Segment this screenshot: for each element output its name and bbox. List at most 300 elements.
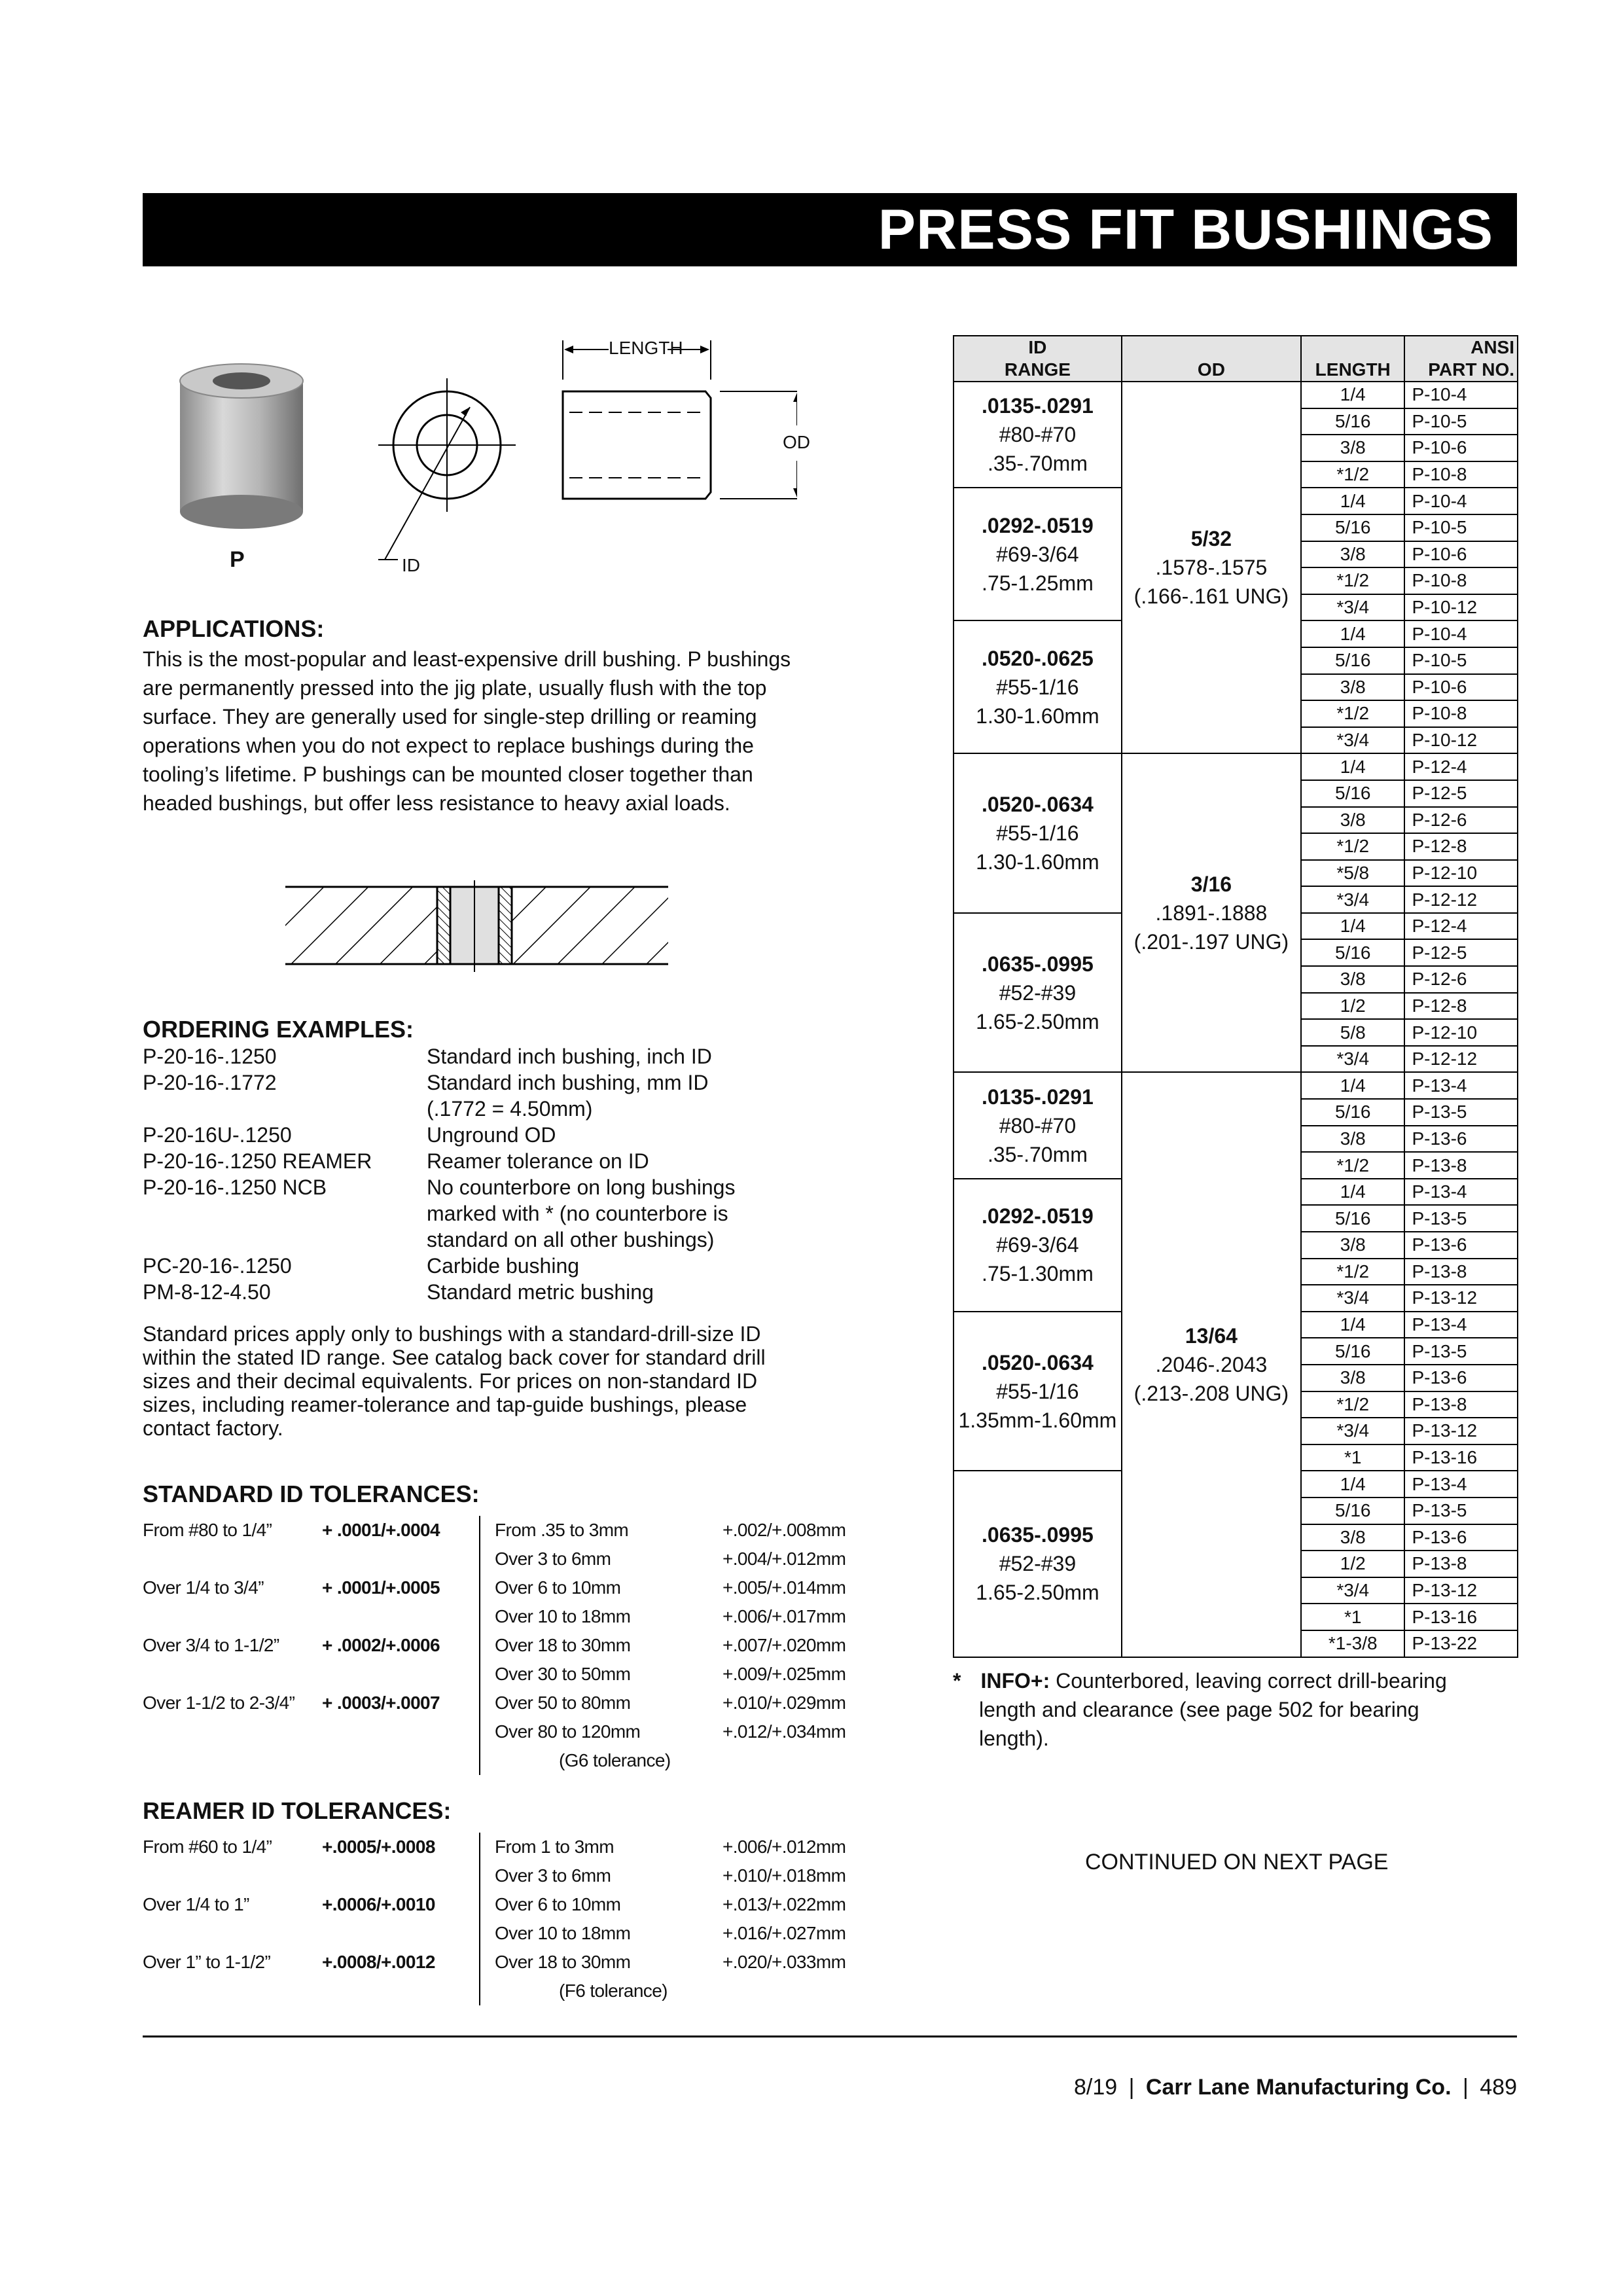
mm-range: Over 18 to 30mm bbox=[495, 1952, 631, 1972]
id-range-line: 1.30-1.60mm bbox=[976, 704, 1099, 728]
id-range-cell bbox=[954, 753, 1122, 913]
id-range-line: .35-.70mm bbox=[987, 1142, 1088, 1166]
tol-row bbox=[143, 1660, 866, 1689]
part-number-cell: P-10-5 bbox=[1404, 514, 1518, 541]
length-header: LENGTH bbox=[1301, 336, 1404, 382]
length-cell: *1/2 bbox=[1301, 567, 1404, 594]
order-row bbox=[143, 1122, 810, 1148]
tol-row bbox=[143, 1717, 866, 1746]
applications-heading: APPLICATIONS: bbox=[143, 615, 325, 642]
inch-range: From #60 to 1/4” bbox=[143, 1837, 272, 1857]
note-text: length and clearance (see page 502 for bearing bbox=[979, 1698, 1419, 1721]
inch-tol: + .0002/+.0006 bbox=[322, 1631, 480, 1660]
part-number-cell: P-12-4 bbox=[1404, 913, 1518, 940]
mm-range: Over 6 to 10mm bbox=[495, 1894, 621, 1914]
mm-tol: +.006/+.012mm bbox=[722, 1837, 846, 1857]
mm-tol: +.006/+.017mm bbox=[722, 1606, 846, 1626]
tolerance-class: (G6 tolerance) bbox=[559, 1750, 671, 1770]
tol-row bbox=[143, 1516, 866, 1545]
end-view-drawing bbox=[378, 378, 516, 560]
part-number-cell: P-10-6 bbox=[1404, 541, 1518, 568]
od-line: .1578-.1575 bbox=[1155, 556, 1268, 580]
inch-tol bbox=[322, 1602, 480, 1631]
mm-range: Over 10 to 18mm bbox=[495, 1923, 631, 1943]
page-title: PRESS FIT BUSHINGS bbox=[878, 198, 1493, 261]
id-range-cell bbox=[954, 488, 1122, 620]
tol-row bbox=[143, 1545, 866, 1573]
length-cell: 3/8 bbox=[1301, 1232, 1404, 1259]
length-cell: 3/8 bbox=[1301, 435, 1404, 461]
inch-tol bbox=[322, 1545, 480, 1573]
mm-range: From 1 to 3mm bbox=[495, 1837, 615, 1857]
part-number-cell: P-12-8 bbox=[1404, 833, 1518, 860]
length-cell: *1-3/8 bbox=[1301, 1630, 1404, 1657]
info-label: INFO+: bbox=[980, 1669, 1050, 1693]
part-number-cell: P-12-10 bbox=[1404, 860, 1518, 887]
length-cell: *3/4 bbox=[1301, 1418, 1404, 1444]
id-range-line: 1.30-1.60mm bbox=[976, 850, 1099, 874]
inch-tol: +.0006/+.0010 bbox=[322, 1890, 480, 1919]
inch-range bbox=[143, 1977, 322, 2005]
tol-row bbox=[143, 1948, 866, 1977]
part-number-cell: P-12-4 bbox=[1404, 753, 1518, 780]
std-tol-table bbox=[143, 1516, 866, 1775]
part-number-cell: P-13-5 bbox=[1404, 1099, 1518, 1126]
length-cell: 5/16 bbox=[1301, 408, 1404, 435]
tolerance-class: (F6 tolerance) bbox=[559, 1981, 668, 2001]
text-line: surface. They are generally used for single-step drilling or reaming bbox=[143, 705, 757, 728]
part-number-cell: P-10-8 bbox=[1404, 567, 1518, 594]
reamer-tol-heading: REAMER ID TOLERANCES: bbox=[143, 1797, 452, 1824]
id-range-line: .0520-.0625 bbox=[982, 646, 1094, 670]
inch-range bbox=[143, 1602, 322, 1631]
id-range-cell bbox=[954, 620, 1122, 753]
order-code: P-20-16U-.1250 bbox=[143, 1123, 292, 1147]
mm-tol: +.010/+.029mm bbox=[722, 1693, 846, 1713]
length-cell: *1/2 bbox=[1301, 1152, 1404, 1179]
tol-row bbox=[143, 1631, 866, 1660]
table-header-row bbox=[954, 336, 1518, 382]
part-no-header bbox=[1404, 336, 1518, 382]
od-line: (.213-.208 UNG) bbox=[1133, 1381, 1289, 1405]
part-number-cell: P-12-12 bbox=[1404, 886, 1518, 913]
order-code: PM-8-12-4.50 bbox=[143, 1280, 271, 1304]
note-text: length). bbox=[979, 1727, 1049, 1750]
od-line: .2046-.2043 bbox=[1155, 1352, 1268, 1376]
tol-row bbox=[143, 1977, 866, 2005]
od-cell bbox=[1122, 753, 1301, 1072]
mm-range: Over 6 to 10mm bbox=[495, 1577, 621, 1598]
order-row bbox=[143, 1148, 810, 1174]
od-label: OD bbox=[783, 432, 810, 452]
order-code bbox=[143, 1227, 427, 1253]
length-cell: *1 bbox=[1301, 1444, 1404, 1471]
length-cell: 1/2 bbox=[1301, 993, 1404, 1020]
id-range-line: #55-1/16 bbox=[996, 821, 1079, 846]
order-code bbox=[143, 1096, 427, 1122]
length-cell: *1 bbox=[1301, 1604, 1404, 1630]
mm-tol: +.002/+.008mm bbox=[722, 1520, 846, 1540]
part-number-cell: P-13-6 bbox=[1404, 1524, 1518, 1551]
part-number-cell: P-13-12 bbox=[1404, 1285, 1518, 1312]
length-cell: 3/8 bbox=[1301, 674, 1404, 701]
separator: | bbox=[1128, 2075, 1135, 2100]
inch-range: Over 3/4 to 1-1/2” bbox=[143, 1635, 279, 1655]
mm-tol: +.004/+.012mm bbox=[722, 1549, 846, 1569]
part-number-cell: P-10-4 bbox=[1404, 382, 1518, 408]
id-range-line: .0135-.0291 bbox=[982, 394, 1094, 418]
title-banner bbox=[143, 193, 1517, 266]
order-row bbox=[143, 1174, 810, 1200]
length-cell: 1/4 bbox=[1301, 1312, 1404, 1338]
od-line: 13/64 bbox=[1185, 1323, 1238, 1348]
order-row bbox=[143, 1279, 810, 1305]
side-view-drawing bbox=[563, 340, 797, 499]
table-row bbox=[954, 1072, 1518, 1099]
inch-range bbox=[143, 1861, 322, 1890]
length-cell: *3/4 bbox=[1301, 1577, 1404, 1604]
note-text: Counterbored, leaving correct drill-bearing bbox=[1050, 1669, 1447, 1693]
ordering-heading: ORDERING EXAMPLES: bbox=[143, 1016, 414, 1043]
id-range-line: .0292-.0519 bbox=[982, 513, 1094, 537]
part-number-cell: P-13-4 bbox=[1404, 1312, 1518, 1338]
length-cell: 1/4 bbox=[1301, 382, 1404, 408]
header-text: RANGE bbox=[1004, 359, 1071, 380]
id-range-line: #52-#39 bbox=[999, 1552, 1077, 1576]
length-cell: 5/16 bbox=[1301, 1099, 1404, 1126]
order-row bbox=[143, 1096, 810, 1122]
length-cell: *1/2 bbox=[1301, 700, 1404, 727]
tol-row bbox=[143, 1833, 866, 1861]
id-range-line: #69-3/64 bbox=[996, 542, 1079, 566]
mm-range: Over 50 to 80mm bbox=[495, 1693, 631, 1713]
order-desc: No counterbore on long bushings bbox=[427, 1175, 736, 1199]
part-number-cell: P-13-6 bbox=[1404, 1126, 1518, 1153]
part-number-cell: P-12-6 bbox=[1404, 807, 1518, 834]
inch-tol: +.0005/+.0008 bbox=[322, 1833, 480, 1861]
order-code: PC-20-16-.1250 bbox=[143, 1254, 292, 1278]
inch-tol: + .0001/+.0004 bbox=[322, 1516, 480, 1545]
separator: | bbox=[1462, 2075, 1469, 2100]
length-cell: 3/8 bbox=[1301, 541, 1404, 568]
mm-tol bbox=[722, 1746, 866, 1775]
part-number-cell: P-13-16 bbox=[1404, 1604, 1518, 1630]
length-cell: 5/16 bbox=[1301, 1338, 1404, 1365]
part-number-cell: P-12-5 bbox=[1404, 939, 1518, 966]
part-number-cell: P-13-5 bbox=[1404, 1338, 1518, 1365]
text-line: Standard prices apply only to bushings with a standard-drill-size ID bbox=[143, 1322, 761, 1346]
length-cell: 1/4 bbox=[1301, 1179, 1404, 1206]
length-cell: 1/4 bbox=[1301, 620, 1404, 647]
length-cell: 1/2 bbox=[1301, 1551, 1404, 1577]
part-number-cell: P-13-8 bbox=[1404, 1259, 1518, 1285]
length-cell: *1/2 bbox=[1301, 461, 1404, 488]
mm-range: Over 3 to 6mm bbox=[495, 1865, 611, 1886]
inch-range: Over 1” to 1-1/2” bbox=[143, 1952, 271, 1972]
id-range-line: .0635-.0995 bbox=[982, 1523, 1094, 1547]
text-line: are permanently pressed into the jig plate, usually flush with the top bbox=[143, 676, 767, 700]
part-number-cell: P-13-22 bbox=[1404, 1630, 1518, 1657]
length-cell: *5/8 bbox=[1301, 860, 1404, 887]
id-range-line: .35-.70mm bbox=[987, 452, 1088, 476]
length-cell: *3/4 bbox=[1301, 594, 1404, 621]
od-header: OD bbox=[1122, 336, 1301, 382]
order-desc: Standard inch bushing, mm ID bbox=[427, 1071, 709, 1094]
mm-range: Over 3 to 6mm bbox=[495, 1549, 611, 1569]
part-number-cell: P-13-4 bbox=[1404, 1072, 1518, 1099]
inch-tol: +.0008/+.0012 bbox=[322, 1948, 480, 1977]
id-range-line: .0520-.0634 bbox=[982, 1350, 1094, 1374]
length-cell: 5/16 bbox=[1301, 514, 1404, 541]
od-line: 3/16 bbox=[1190, 872, 1232, 896]
tol-row bbox=[143, 1861, 866, 1890]
inch-range bbox=[143, 1717, 322, 1746]
id-range-line: 1.65-2.50mm bbox=[976, 1009, 1099, 1033]
mm-tol: +.012/+.034mm bbox=[722, 1721, 846, 1742]
length-cell: *1/2 bbox=[1301, 1391, 1404, 1418]
od-line: (.201-.197 UNG) bbox=[1133, 929, 1289, 954]
length-cell: *1/2 bbox=[1301, 1259, 1404, 1285]
inch-range bbox=[143, 1919, 322, 1948]
od-line: (.166-.161 UNG) bbox=[1133, 584, 1289, 609]
inch-range: From #80 to 1/4” bbox=[143, 1520, 272, 1540]
inch-range: Over 1/4 to 1” bbox=[143, 1894, 249, 1914]
order-code: P-20-16-.1250 bbox=[143, 1045, 277, 1068]
od-cell bbox=[1122, 382, 1301, 753]
order-code: P-20-16-.1772 bbox=[143, 1071, 277, 1094]
footer-divider bbox=[143, 2036, 1517, 2037]
text-line: contact factory. bbox=[143, 1416, 283, 1440]
length-cell: 1/4 bbox=[1301, 753, 1404, 780]
order-desc: Standard inch bushing, inch ID bbox=[427, 1045, 712, 1068]
od-cell bbox=[1122, 1072, 1301, 1657]
part-number-cell: P-12-12 bbox=[1404, 1046, 1518, 1073]
id-range-cell bbox=[954, 913, 1122, 1073]
id-range-cell bbox=[954, 382, 1122, 488]
inch-range: Over 1/4 to 3/4” bbox=[143, 1577, 264, 1598]
part-number-cell: P-13-12 bbox=[1404, 1418, 1518, 1444]
mm-tol: +.007/+.020mm bbox=[722, 1635, 846, 1655]
id-range-line: #80-#70 bbox=[999, 423, 1077, 447]
reamer-tol-table bbox=[143, 1833, 866, 2005]
od-line: .1891-.1888 bbox=[1155, 901, 1268, 925]
length-label: LENGTH bbox=[609, 338, 683, 358]
text-line: operations when you do not expect to replace bushings during the bbox=[143, 734, 754, 757]
part-number-cell: P-10-5 bbox=[1404, 647, 1518, 674]
id-range-header bbox=[954, 336, 1122, 382]
length-cell: 3/8 bbox=[1301, 966, 1404, 993]
part-number-cell: P-10-5 bbox=[1404, 408, 1518, 435]
mm-tol: +.016/+.027mm bbox=[722, 1923, 846, 1943]
tol-row bbox=[143, 1919, 866, 1948]
part-number-cell: P-13-6 bbox=[1404, 1232, 1518, 1259]
length-cell: 5/16 bbox=[1301, 780, 1404, 807]
table-row bbox=[954, 382, 1518, 408]
mm-range: Over 18 to 30mm bbox=[495, 1635, 631, 1655]
std-tol-heading: STANDARD ID TOLERANCES: bbox=[143, 1480, 480, 1507]
header-text: ID bbox=[1028, 337, 1047, 357]
id-range-cell bbox=[954, 1072, 1122, 1178]
length-cell: 5/16 bbox=[1301, 647, 1404, 674]
inch-tol bbox=[322, 1861, 480, 1890]
header-text: PART NO. bbox=[1428, 359, 1514, 380]
part-number-cell: P-12-6 bbox=[1404, 966, 1518, 993]
id-range-line: .0292-.0519 bbox=[982, 1204, 1094, 1229]
info-note bbox=[953, 1666, 1522, 1753]
text-line: tooling’s lifetime. P bushings can be mounted closer together than bbox=[143, 762, 753, 786]
mm-tol bbox=[722, 1977, 866, 2005]
inch-range: Over 1-1/2 to 2-3/4” bbox=[143, 1693, 295, 1713]
length-cell: 3/8 bbox=[1301, 807, 1404, 834]
length-cell: 5/8 bbox=[1301, 1019, 1404, 1046]
part-number-cell: P-10-8 bbox=[1404, 461, 1518, 488]
edition-date: 8/19 bbox=[1073, 2075, 1118, 2100]
inch-range bbox=[143, 1746, 322, 1775]
text-line: sizes, including reamer-tolerance and tap-guide bushings, please bbox=[143, 1393, 747, 1416]
id-range-line: 1.35mm-1.60mm bbox=[958, 1408, 1117, 1432]
tol-row bbox=[143, 1573, 866, 1602]
id-range-line: .75-1.30mm bbox=[982, 1262, 1094, 1286]
part-number-cell: P-13-4 bbox=[1404, 1179, 1518, 1206]
id-label: ID bbox=[402, 555, 420, 575]
mm-range: From .35 to 3mm bbox=[495, 1520, 629, 1540]
page-number: 489 bbox=[1480, 2075, 1517, 2100]
part-number-cell: P-13-12 bbox=[1404, 1577, 1518, 1604]
id-range-line: .0135-.0291 bbox=[982, 1085, 1094, 1109]
id-range-line: .75-1.25mm bbox=[982, 571, 1094, 595]
inch-range bbox=[143, 1545, 322, 1573]
length-cell: *3/4 bbox=[1301, 886, 1404, 913]
asterisk: * bbox=[953, 1669, 961, 1693]
bushing-figure bbox=[143, 321, 797, 583]
jig-plate-section-drawing bbox=[285, 880, 668, 972]
part-number-cell: P-13-8 bbox=[1404, 1391, 1518, 1418]
order-row bbox=[143, 1227, 810, 1253]
order-row bbox=[143, 1200, 810, 1227]
length-cell: *1/2 bbox=[1301, 833, 1404, 860]
mm-tol: +.020/+.033mm bbox=[722, 1952, 846, 1972]
length-cell: 3/8 bbox=[1301, 1524, 1404, 1551]
inch-range bbox=[143, 1660, 322, 1689]
order-desc: Standard metric bushing bbox=[427, 1280, 654, 1304]
length-cell: 5/16 bbox=[1301, 1205, 1404, 1232]
bushing-photo bbox=[180, 364, 303, 529]
part-number-cell: P-10-6 bbox=[1404, 435, 1518, 461]
id-range-line: #80-#70 bbox=[999, 1113, 1077, 1138]
inch-tol bbox=[322, 1919, 480, 1948]
order-row bbox=[143, 1253, 810, 1279]
length-cell: *3/4 bbox=[1301, 1046, 1404, 1073]
id-range-line: #52-#39 bbox=[999, 980, 1077, 1005]
id-range-line: .0520-.0634 bbox=[982, 793, 1094, 817]
order-desc: Carbide bushing bbox=[427, 1254, 580, 1278]
inch-tol bbox=[322, 1660, 480, 1689]
order-desc: marked with * (no counterbore is bbox=[427, 1202, 728, 1225]
part-number-cell: P-13-8 bbox=[1404, 1152, 1518, 1179]
length-cell: 3/8 bbox=[1301, 1365, 1404, 1391]
mm-range: Over 30 to 50mm bbox=[495, 1664, 631, 1684]
id-range-line: .0635-.0995 bbox=[982, 952, 1094, 976]
order-code: P-20-16-.1250 REAMER bbox=[143, 1149, 372, 1173]
order-desc: standard on all other bushings) bbox=[427, 1228, 715, 1251]
text-line: sizes and their decimal equivalents. For prices on non-standard ID bbox=[143, 1369, 758, 1393]
product-label: P bbox=[230, 547, 245, 572]
id-range-cell bbox=[954, 1312, 1122, 1471]
tol-row bbox=[143, 1689, 866, 1717]
part-number-cell: P-13-4 bbox=[1404, 1471, 1518, 1498]
note-line bbox=[953, 1666, 1522, 1695]
length-cell: 1/4 bbox=[1301, 913, 1404, 940]
part-number-cell: P-10-4 bbox=[1404, 488, 1518, 514]
tol-row bbox=[143, 1602, 866, 1631]
order-desc: Reamer tolerance on ID bbox=[427, 1149, 649, 1173]
text-line: This is the most-popular and least-expensive drill bushing. P bushings bbox=[143, 647, 791, 671]
inch-tol: + .0001/+.0005 bbox=[322, 1573, 480, 1602]
length-cell: 1/4 bbox=[1301, 1471, 1404, 1498]
id-range-cell bbox=[954, 1471, 1122, 1657]
mm-range: Over 10 to 18mm bbox=[495, 1606, 631, 1626]
part-number-cell: P-12-5 bbox=[1404, 780, 1518, 807]
order-desc: (.1772 = 4.50mm) bbox=[427, 1097, 593, 1121]
mm-range: Over 80 to 120mm bbox=[495, 1721, 641, 1742]
length-cell: 5/16 bbox=[1301, 939, 1404, 966]
part-number-cell: P-10-12 bbox=[1404, 594, 1518, 621]
length-cell: *3/4 bbox=[1301, 727, 1404, 754]
part-number-cell: P-13-8 bbox=[1404, 1551, 1518, 1577]
mm-tol: +.013/+.022mm bbox=[722, 1894, 846, 1914]
text-line: headed bushings, but offer less resistance to heavy axial loads. bbox=[143, 791, 730, 815]
inch-tol bbox=[322, 1717, 480, 1746]
id-range-line: #69-3/64 bbox=[996, 1233, 1079, 1257]
length-cell: 1/4 bbox=[1301, 488, 1404, 514]
company-name: Carr Lane Manufacturing Co. bbox=[1145, 2075, 1452, 2100]
length-cell: 3/8 bbox=[1301, 1126, 1404, 1153]
part-number-cell: P-13-5 bbox=[1404, 1205, 1518, 1232]
tol-row bbox=[143, 1890, 866, 1919]
applications-text bbox=[143, 645, 810, 817]
od-line: 5/32 bbox=[1190, 527, 1232, 551]
inch-tol bbox=[322, 1746, 480, 1775]
table-row bbox=[954, 753, 1518, 780]
part-number-cell: P-13-6 bbox=[1404, 1365, 1518, 1391]
order-code: P-20-16-.1250 NCB bbox=[143, 1175, 327, 1199]
tol-row bbox=[143, 1746, 866, 1775]
bushing-size-table bbox=[953, 335, 1518, 1658]
ordering-examples-table bbox=[143, 1043, 810, 1305]
part-number-cell: P-12-8 bbox=[1404, 993, 1518, 1020]
mm-tol: +.010/+.018mm bbox=[722, 1865, 846, 1886]
mm-tol: +.005/+.014mm bbox=[722, 1577, 846, 1598]
header-text: ANSI bbox=[1471, 337, 1514, 357]
length-cell: 5/16 bbox=[1301, 1498, 1404, 1524]
id-range-line: #55-1/16 bbox=[996, 1379, 1079, 1403]
id-range-line: #55-1/16 bbox=[996, 675, 1079, 699]
ordering-note bbox=[143, 1322, 810, 1440]
part-number-cell: P-10-6 bbox=[1404, 674, 1518, 701]
page-footer bbox=[1074, 2075, 1517, 2100]
text-line: within the stated ID range. See catalog back cover for standard drill bbox=[143, 1346, 766, 1369]
part-number-cell: P-10-12 bbox=[1404, 727, 1518, 754]
order-desc: Unground OD bbox=[427, 1123, 556, 1147]
order-row bbox=[143, 1069, 810, 1096]
part-number-cell: P-13-5 bbox=[1404, 1498, 1518, 1524]
part-number-cell: P-13-16 bbox=[1404, 1444, 1518, 1471]
order-row bbox=[143, 1043, 810, 1069]
order-code bbox=[143, 1200, 427, 1227]
part-number-cell: P-12-10 bbox=[1404, 1019, 1518, 1046]
inch-tol: + .0003/+.0007 bbox=[322, 1689, 480, 1717]
length-cell: 1/4 bbox=[1301, 1072, 1404, 1099]
